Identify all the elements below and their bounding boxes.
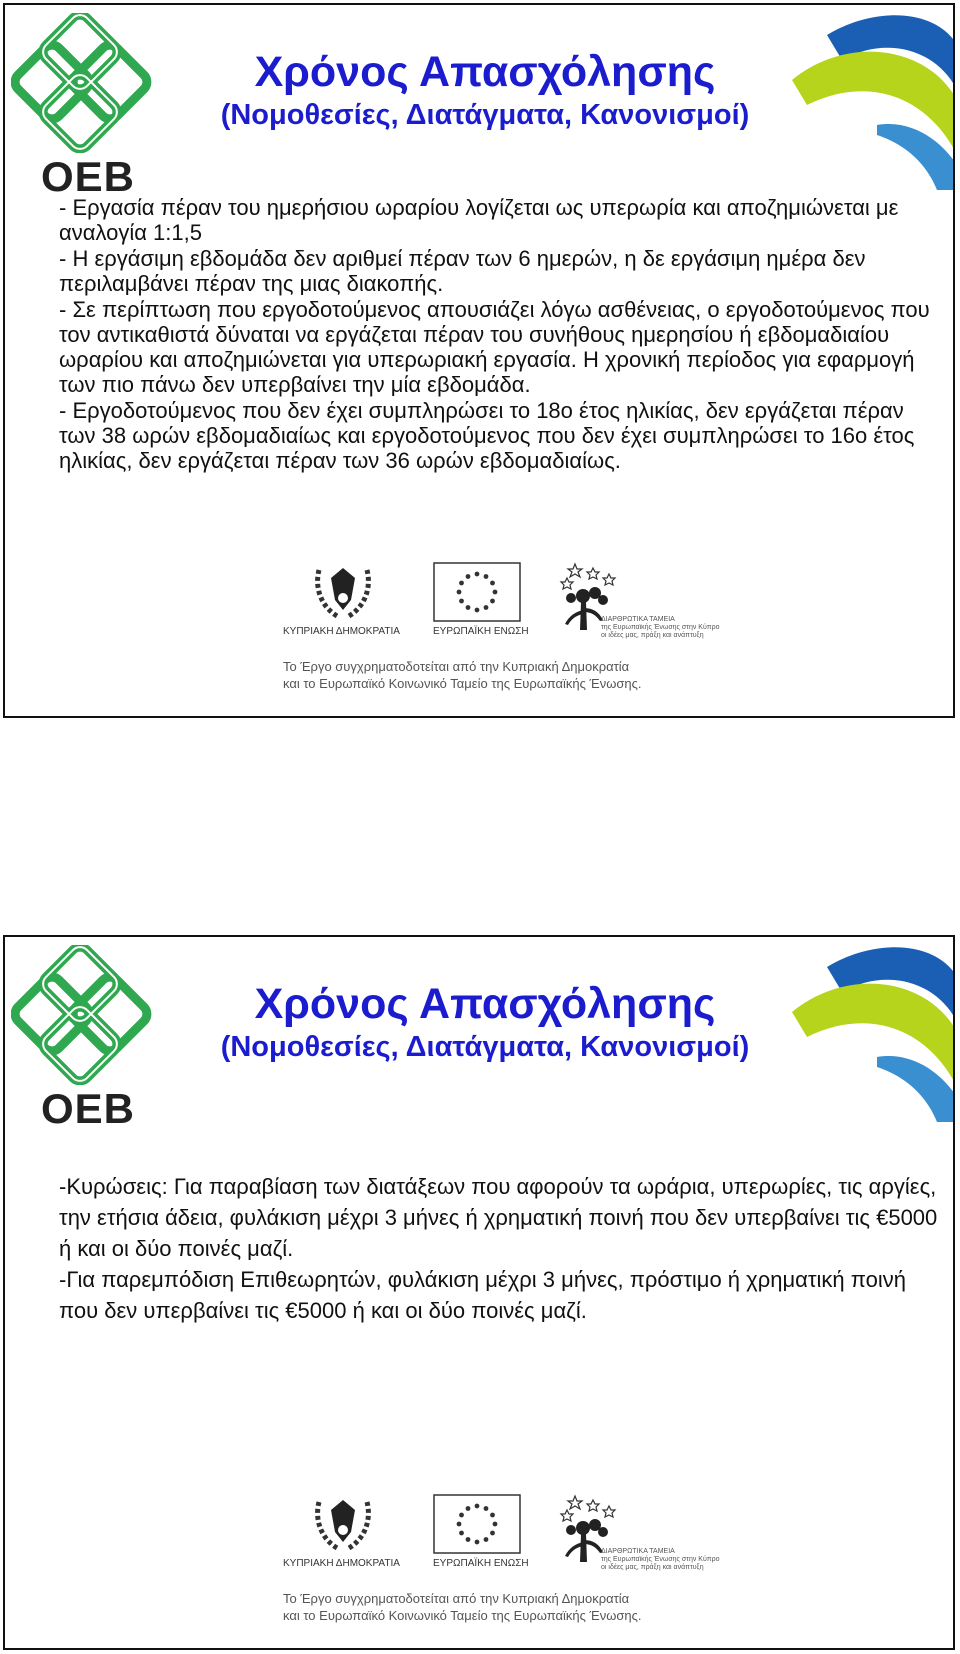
cyprus-emblem-icon (311, 1492, 375, 1554)
body-paragraph: - Εργασία πέραν του ημερήσιου ωραρίου λογίζεται ως υπερωρία και αποζημιώνεται με αναλογία 1:1,5 (59, 195, 899, 245)
eu-flag-icon (433, 1494, 521, 1554)
oeb-knot-icon (11, 945, 161, 1085)
slide-subtitle: (Νομοθεσίες, Διατάγματα, Κανονισμοί) (220, 99, 750, 131)
oeb-logo (11, 945, 161, 1132)
oeb-logo (11, 13, 161, 200)
structural-funds-label: ΔΙΑΡΘΡΩΤΙΚΑ ΤΑΜΕΙΑ της Ευρωπαϊκής Ένωσης στην Κύπρο οι ιδέες μας, πράξη και ανάπτυξη (601, 616, 720, 639)
eu-label: ΕΥΡΩΠΑΪΚΗ ΕΝΩΣΗ (433, 626, 529, 637)
corner-swoosh-icon (787, 937, 955, 1122)
slide-2 (3, 935, 955, 1650)
oeb-knot-icon (11, 13, 161, 153)
body-paragraph: - Εργοδοτούμενος που δεν έχει συμπληρώσει το 18ο έτος ηλικίας, δεν εργάζεται πέραν των 38 ωρών εβδομαδιαίως και εργοδοτούμενος που δεν έχει συμπληρώσει το 16ο έτος ηλικίας, δεν εργάζεται πέραν των 36 ωρών εβδομαδιαίως. (59, 398, 915, 473)
body-paragraph: -Για παρεμπόδιση Επιθεωρητών, φυλάκιση μέχρι 3 μήνες, πρόστιμο ή χρηματική ποινή που δεν υπερβαίνει τις €5000 ή και οι δύο ποινές μαζί. (59, 1267, 906, 1323)
oeb-logo-text: OEB (41, 153, 136, 200)
body-paragraph: - Η εργάσιμη εβδομάδα δεν αριθμεί πέραν των 6 ημερών, η δε εργάσιμη ημέρα δεν περιλαμβάνει πέραν της μιας διακοπής. (59, 246, 866, 296)
slide-title: Χρόνος Απασχόλησης (254, 980, 716, 1028)
cofunding-note: Το Έργο συγχρηματοδοτείται από την Κυπριακή Δημοκρατία και το Ευρωπαϊκό Κοινωνικό Ταμείο της Ευρωπαϊκής Ένωσης. (283, 659, 642, 691)
cyprus-emblem-icon (311, 560, 375, 622)
slide-1 (3, 3, 955, 718)
cofunding-note: Το Έργο συγχρηματοδοτείται από την Κυπριακή Δημοκρατία και το Ευρωπαϊκό Κοινωνικό Ταμείο της Ευρωπαϊκής Ένωσης. (283, 1591, 642, 1623)
body-paragraph: - Σε περίπτωση που εργοδοτούμενος απουσιάζει λόγω ασθένειας, ο εργοδοτούμενος που τον αντικαθιστά δύναται να εργάζεται πέραν του συνήθους ημερησίου ή εβδομαδιαίου ωραρίου και αποζημιώνεται για υπερωριακή εργασία. Η χρονική περίοδος για εφαρμογή των πιο πάνω δεν υπερβαίνει την μία εβδομάδα. (59, 297, 930, 397)
cyprus-label: ΚΥΠΡΙΑΚΗ ΔΗΜΟΚΡΑΤΙΑ (283, 1558, 400, 1569)
cyprus-label: ΚΥΠΡΙΑΚΗ ΔΗΜΟΚΡΑΤΙΑ (283, 626, 400, 637)
slide-subtitle: (Νομοθεσίες, Διατάγματα, Κανονισμοί) (220, 1031, 750, 1063)
body-paragraph: -Κυρώσεις: Για παραβίαση των διατάξεων που αφορούν τα ωράρια, υπερωρίες, τις αργίες, την ετήσια άδεια, φυλάκιση μέχρι 3 μήνες ή χρηματική ποινή που δεν υπερβαίνει τις €5000 ή και οι δύο ποινές μαζί. (59, 1174, 938, 1261)
structural-funds-label: ΔΙΑΡΘΡΩΤΙΚΑ ΤΑΜΕΙΑ της Ευρωπαϊκής Ένωσης στην Κύπρο οι ιδέες μας, πράξη και ανάπτυξη (601, 1548, 720, 1571)
funding-footer (283, 1492, 720, 1642)
eu-label: ΕΥΡΩΠΑΪΚΗ ΕΝΩΣΗ (433, 1558, 529, 1569)
slide-body (59, 1171, 939, 1326)
slide-body (59, 195, 939, 474)
eu-flag-icon (433, 562, 521, 622)
funding-footer (283, 560, 720, 710)
corner-swoosh-icon (787, 5, 955, 190)
oeb-logo-text: OEB (41, 1085, 136, 1132)
slide-title: Χρόνος Απασχόλησης (254, 48, 716, 96)
